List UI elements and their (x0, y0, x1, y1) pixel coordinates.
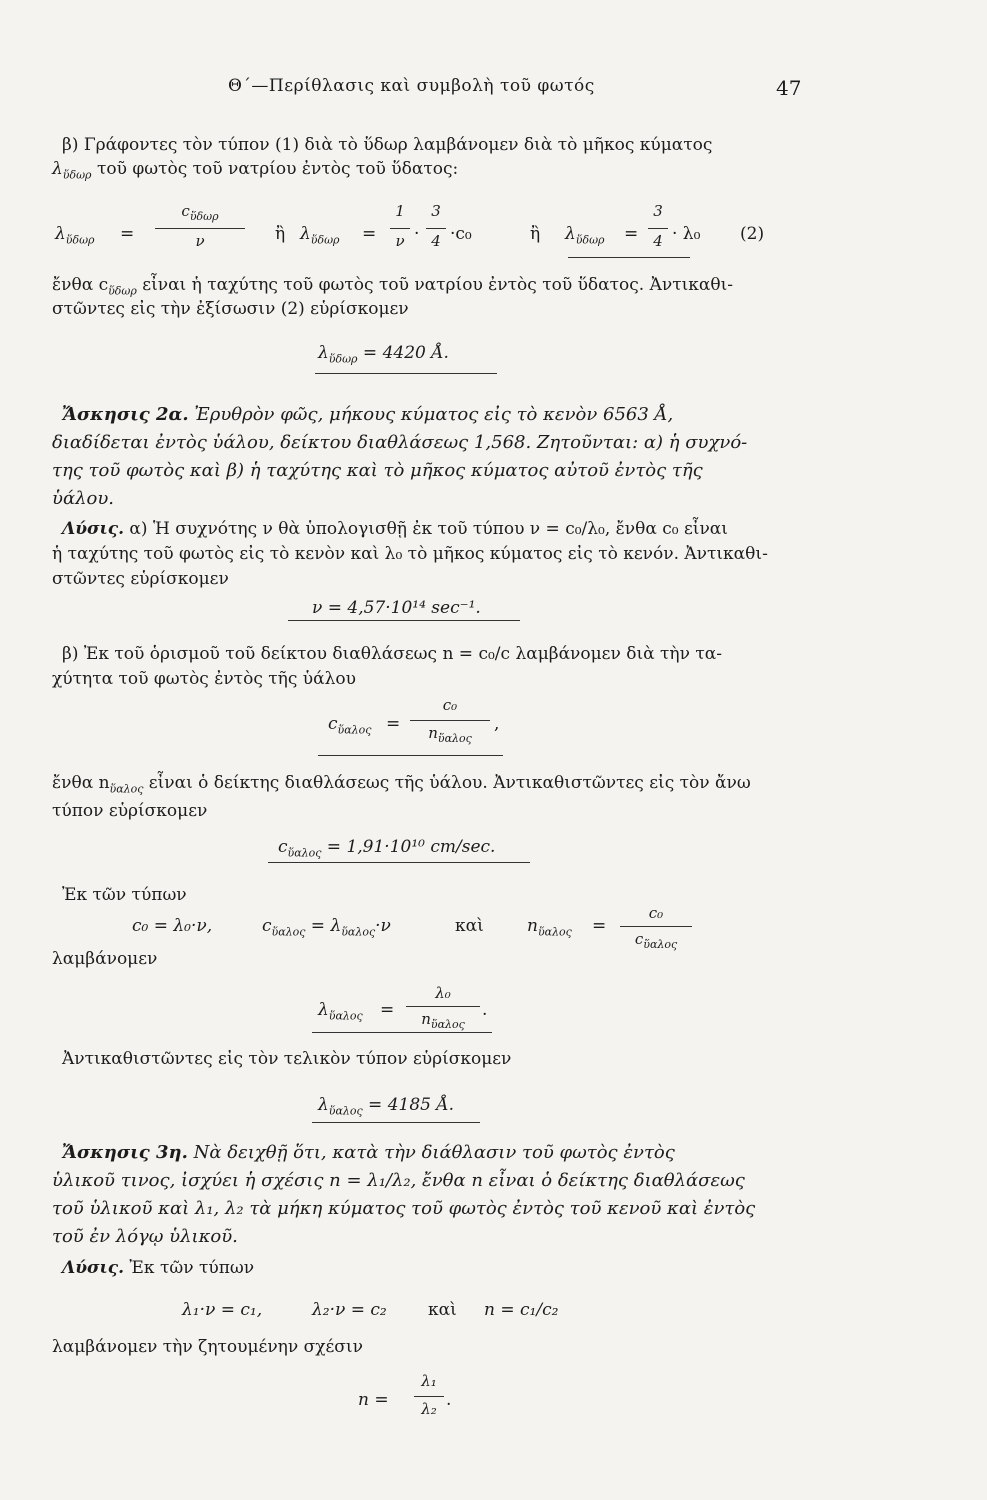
solution-label: Λύσις. (62, 1258, 125, 1278)
result-lambda: λ (318, 343, 329, 363)
fraction-bar (155, 228, 245, 229)
final-text: Ἀντικαθιστῶντες εἰς τὸν τελικὸν τύπον εὑρίσκομεν (62, 1049, 512, 1069)
exercise-3-title: Ἄσκησις 3η. (62, 1142, 188, 1163)
lam-sub: ὕαλος (328, 1009, 363, 1023)
ex3-formula-2: λ₂·ν = c₂ (312, 1300, 387, 1320)
formula-n-equals: = (592, 916, 607, 936)
exercise-3-line-2: ὑλικοῦ τινος, ἰσχύει ἡ σχέσις n = λ₁/λ₂, ἔνθα n εἶναι ὁ δείκτης διαθλάσεως (52, 1170, 745, 1191)
we-get: λαμβάνομεν (52, 949, 158, 969)
c-equals: = (386, 714, 401, 734)
f2-sub2: ὕαλος (341, 925, 376, 939)
c-result-sym: c (278, 837, 288, 857)
lam-result-sym: λ (318, 1095, 329, 1115)
eq-equals: = (120, 224, 135, 244)
c-result-sub: ὕαλος (287, 846, 322, 860)
underline (318, 755, 503, 756)
exercise-2-line-1-text: Ἐρυθρὸν φῶς, μήκους κύματος εἰς τὸ κενὸν 6563 Å, (194, 404, 674, 425)
eq3-num: 3 (653, 202, 663, 220)
eq2-f1-num: 1 (395, 202, 405, 220)
underline (288, 620, 520, 621)
f3-den-c: c (634, 930, 644, 948)
f3-n: n (527, 916, 538, 936)
c-glass-left (328, 714, 371, 736)
ex3-we-get: λαμβάνομεν τὴν ζητουμένην σχέσιν (52, 1337, 363, 1357)
water-wavelength-result (318, 342, 449, 370)
formula-n-num: c₀ (648, 904, 664, 922)
frequency-result: ν = 4,57·10¹⁴ sec⁻¹. (312, 598, 481, 618)
lam-result-value: = 4185 Å. (362, 1095, 455, 1115)
eq2-f1-den: ν (395, 232, 405, 250)
eq2-f2-den: 4 (431, 232, 441, 250)
c-result-value: = 1,91·10¹⁰ cm/sec. (321, 837, 496, 857)
underline (312, 1122, 480, 1123)
where-line-2: στῶντες εἰς τὴν ἐξίσωσιν (2) εὑρίσκομεν (52, 299, 409, 319)
eq-or-2: ἢ (530, 224, 541, 244)
eq-frac-den: ν (195, 232, 205, 250)
underline (312, 1032, 492, 1033)
eq3-den: 4 (653, 232, 663, 250)
eq2-left (300, 224, 340, 246)
eq3-equals: = (624, 224, 639, 244)
f2-sub: ὕαλος (271, 925, 306, 939)
lambda-glass-dot: . (482, 1000, 488, 1020)
exercise-3-line-1-text: Νὰ δειχθῇ ὅτι, κατὰ τὴν διάθλασιν τοῦ φωτὸς ἐντὸς (193, 1142, 675, 1163)
part-b-line-2-text: τοῦ φωτὸς τοῦ νατρίου ἐντὸς τοῦ ὕδατος: (96, 159, 459, 179)
where-text: εἶναι ἡ ταχύτης τοῦ φωτὸς τοῦ νατρίου ἐντὸς τοῦ ὕδατος. Ἀντικαθι- (136, 275, 734, 295)
lam-sym: λ (318, 1000, 329, 1020)
eq3-lambda: λ (565, 224, 576, 244)
ex2-b-line-1: β) Ἐκ τοῦ ὁρισμοῦ τοῦ δείκτου διαθλάσεως n = c₀/c λαμβάνομεν διὰ τὴν τα- (62, 644, 722, 664)
where-2-line-2: τύπον εὑρίσκομεν (52, 801, 208, 821)
ex2-solution-line-1 (62, 518, 728, 540)
exercise-2-title: Ἄσκησις 2α. (62, 404, 189, 425)
formula-and: καὶ (455, 916, 484, 936)
fraction-bar (390, 228, 410, 229)
exercise-3-line-1 (62, 1142, 675, 1164)
c-sym: c (328, 714, 338, 734)
underline (268, 862, 530, 863)
where2-sub: ὕαλος (109, 782, 144, 796)
lam-den-sub: ὕαλος (430, 1018, 465, 1031)
ex2-b-line-2: χύτητα τοῦ φωτὸς ἐντὸς τῆς ὑάλου (52, 669, 356, 689)
where2-n: ἔνθα n (52, 773, 110, 793)
f3-sub: ὕαλος (537, 925, 572, 939)
c-comma: , (494, 714, 500, 734)
c-frac-num: c₀ (442, 696, 458, 714)
f2-c: c (262, 916, 272, 936)
exercise-3-line-3: τοῦ ὑλικοῦ καὶ λ₁, λ₂ τὰ μήκη κύματος τοῦ φωτὸς ἐντὸς τοῦ κενοῦ καὶ ἐντὸς (52, 1198, 756, 1219)
exercise-3-line-4: τοῦ ἐν λόγῳ ὑλικοῦ. (52, 1226, 238, 1247)
eq2-tail: ·c₀ (450, 224, 472, 244)
ex3-formula-3: n = c₁/c₂ (484, 1300, 559, 1320)
ex2-solution-line-2: ἡ ταχύτης τοῦ φωτὸς εἰς τὸ κενὸν καὶ λ₀ τὸ μῆκος κύματος εἰς τὸ κενόν. Ἀντικαθι- (52, 544, 768, 564)
n-relation-dot: . (446, 1390, 452, 1410)
eq2-lambda: λ (300, 224, 311, 244)
exercise-2-line-4: ὑάλου. (52, 488, 115, 509)
f2-lambda: = λ (305, 916, 342, 936)
eq-frac-num-sub: ὕδωρ (189, 210, 219, 223)
result-sub: ὕδωρ (328, 352, 358, 366)
ex3-solution-line-1 (62, 1257, 254, 1279)
exercise-2-line-1 (62, 404, 673, 426)
formula-n-den (620, 930, 692, 951)
underline (315, 373, 497, 374)
lambda-symbol: λ (52, 159, 63, 179)
n-relation-left: n = (358, 1390, 389, 1410)
where-c: ἔνθα c (52, 275, 109, 295)
eq-frac-num (155, 202, 245, 223)
fraction-bar (410, 720, 490, 721)
lambda-glass-left (318, 1000, 363, 1022)
eq2-equals: = (362, 224, 377, 244)
formula-c0: c₀ = λ₀·ν, (132, 916, 213, 936)
from-formulas: Ἐκ τῶν τύπων (62, 885, 187, 905)
eq2-f2-num: 3 (431, 202, 441, 220)
c-frac-den-n: n (428, 724, 438, 742)
fraction-bar (406, 1006, 480, 1007)
ex3-and: καὶ (428, 1300, 457, 1320)
eq3-left (565, 224, 605, 246)
eq-lambda: λ (55, 224, 66, 244)
glass-speed-result (278, 836, 495, 864)
eq2-dot: · (414, 224, 420, 244)
eq-or-1: ἢ (275, 224, 286, 244)
eq3-sub: ὕδωρ (575, 233, 605, 247)
lambda-glass-den (406, 1010, 480, 1031)
equation-2-row (55, 224, 95, 246)
solution-label: Λύσις. (62, 519, 125, 539)
lam-result-sub: ὕαλος (328, 1104, 363, 1118)
formula-c-glass (262, 916, 391, 938)
f3-den-sub: ὕαλος (643, 938, 678, 951)
lam-den-n: n (421, 1010, 431, 1028)
glass-wavelength-result (318, 1094, 454, 1122)
eq2-sub: ὕδωρ (310, 233, 340, 247)
fraction-bar (620, 926, 692, 927)
eq-frac-num-c: c (181, 202, 190, 220)
ex3-formula-1: λ₁·ν = c₁, (182, 1300, 263, 1320)
formula-n-left (527, 916, 572, 938)
running-header: Θ΄—Περίθλασις καὶ συμβολὴ τοῦ φωτός (228, 76, 595, 96)
water-subscript: ὕδωρ (62, 168, 92, 182)
exercise-2-line-2: διαδίδεται ἐντὸς ὑάλου, δείκτου διαθλάσεως 1,568. Ζητοῦνται: α) ἡ συχνό- (52, 432, 748, 453)
page-number: 47 (776, 76, 802, 100)
fraction-bar (648, 228, 668, 229)
f2-nu: ·ν (375, 916, 391, 936)
c-frac-den (410, 724, 490, 745)
fraction-bar (414, 1396, 444, 1397)
ex2-solution-line-3: στῶντες εὑρίσκομεν (52, 569, 229, 589)
underline (568, 257, 690, 258)
lambda-glass-num: λ₀ (435, 984, 451, 1002)
solution-text: Ἐκ τῶν τύπων (129, 1258, 255, 1278)
lambda-glass-equals: = (380, 1000, 395, 1020)
eq-lambda-sub: ὕδωρ (65, 233, 95, 247)
n-relation-num: λ₁ (421, 1372, 437, 1390)
equation-label: (2) (740, 224, 765, 244)
part-b-line-1: β) Γράφοντες τὸν τύπον (1) διὰ τὸ ὕδωρ λαμβάνομεν διὰ τὸ μῆκος κύματος (62, 135, 713, 155)
where-2-line-1 (52, 772, 751, 800)
where2-text: εἶναι ὁ δείκτης διαθλάσεως τῆς ὑάλου. Ἀντικαθιστῶντες εἰς τὸν ἄνω (143, 773, 751, 793)
part-b-line-2 (52, 158, 458, 186)
exercise-2-line-3: της τοῦ φωτὸς καὶ β) ἡ ταχύτης καὶ τὸ μῆκος κύματος αὐτοῦ ἐντὸς τῆς (52, 460, 703, 481)
where-c-sub: ὕδωρ (108, 284, 137, 298)
c-sub: ὕαλος (337, 723, 372, 737)
c-frac-den-sub: ὕαλος (437, 732, 472, 745)
n-relation-den: λ₂ (421, 1400, 437, 1418)
fraction-bar (426, 228, 446, 229)
eq3-tail: · λ₀ (672, 224, 701, 244)
solution-text: α) Ἡ συχνότης ν θὰ ὑπολογισθῇ ἐκ τοῦ τύπου ν = c₀/λ₀, ἔνθα c₀ εἶναι (129, 519, 728, 539)
result-value: = 4420 Å. (357, 343, 449, 363)
